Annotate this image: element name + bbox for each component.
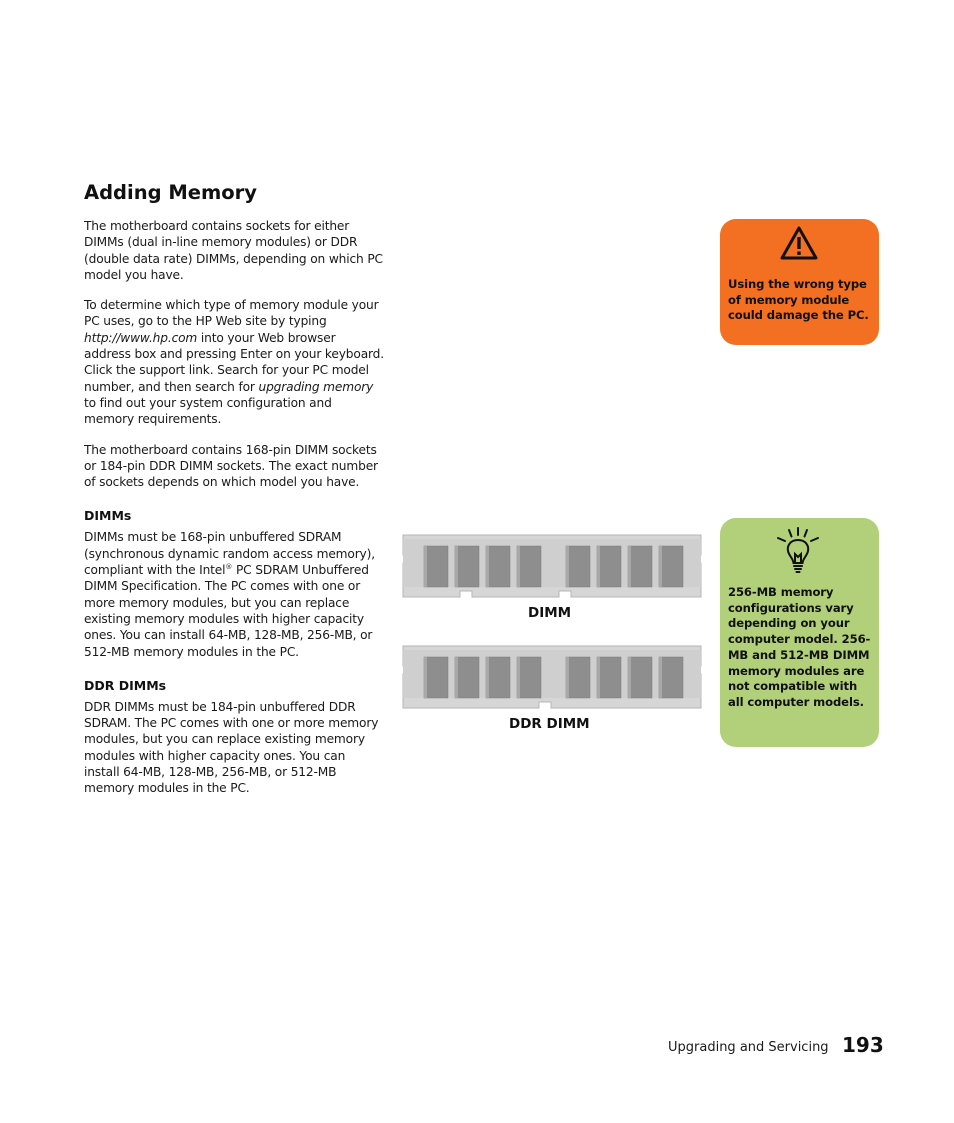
dimm-module-illustration [401,533,703,601]
ddr-dimm-label: DDR DIMM [509,716,590,732]
warning-triangle-icon [779,225,819,265]
sockets-paragraph: The motherboard contains 168-pin DIMM sockets or 184-pin DDR DIMM sockets. The exact number of sockets depends on which model you have. [84,442,378,490]
dimms-paragraph: DIMMs must be 168-pin unbuffered SDRAM (synchronous dynamic random access memory), compliant with the Intel® PC SDRAM Unbuffered DIMM Specification. The PC comes with one or more memory modules, but you can replace existing memory modules with higher capacity ones. You can install 64-MB, 128-MB, 256-MB, or 512-MB memory modules in the PC. [84,530,375,659]
ddr-dimms-heading: DDR DIMMs [84,677,167,693]
ddr-dimm-module-illustration [401,644,703,712]
warning-callout [720,219,879,345]
warning-text: Using the wrong type of memory module could damage the PC. [728,277,869,323]
tip-text: 256-MB memory configurations vary depending on your computer model. 256-MB and 512-MB DIMM memory modules are not compatible with all computer models. [728,585,871,709]
page-number: 193 [842,1033,884,1057]
ddr-dimms-paragraph: DDR DIMMs must be 184-pin unbuffered DDR SDRAM. The PC comes with one or more memory modules, but you can replace existing memory modules with higher capacity ones. You can install 64-MB, 128-MB, 256-MB, or 512-MB memory modules in the PC. [84,699,379,796]
hp-url: http://www.hp.com [84,330,198,345]
how-to-paragraph: To determine which type of memory module your PC uses, go to the HP Web site by typing http://www.hp.com into your Web browser address box and pressing Enter on your keyboard. Click the support link. Search for your PC model number, and then search for upgrading memory to find out your system configuration and memory requirements. [84,298,384,427]
search-term: upgrading memory [258,379,374,394]
intro-paragraph: The motherboard contains sockets for either DIMMs (dual in-line memory modules) or DDR (double data rate) DIMMs, depending on which PC model you have. [84,219,383,282]
dimm-label: DIMM [528,605,572,621]
tip-callout [720,518,879,747]
main-column [84,180,384,811]
lightbulb-icon [774,526,822,582]
page-title: Adding Memory [84,181,257,204]
footer-section-name: Upgrading and Servicing [668,1040,829,1055]
dimms-heading: DIMMs [84,508,132,524]
